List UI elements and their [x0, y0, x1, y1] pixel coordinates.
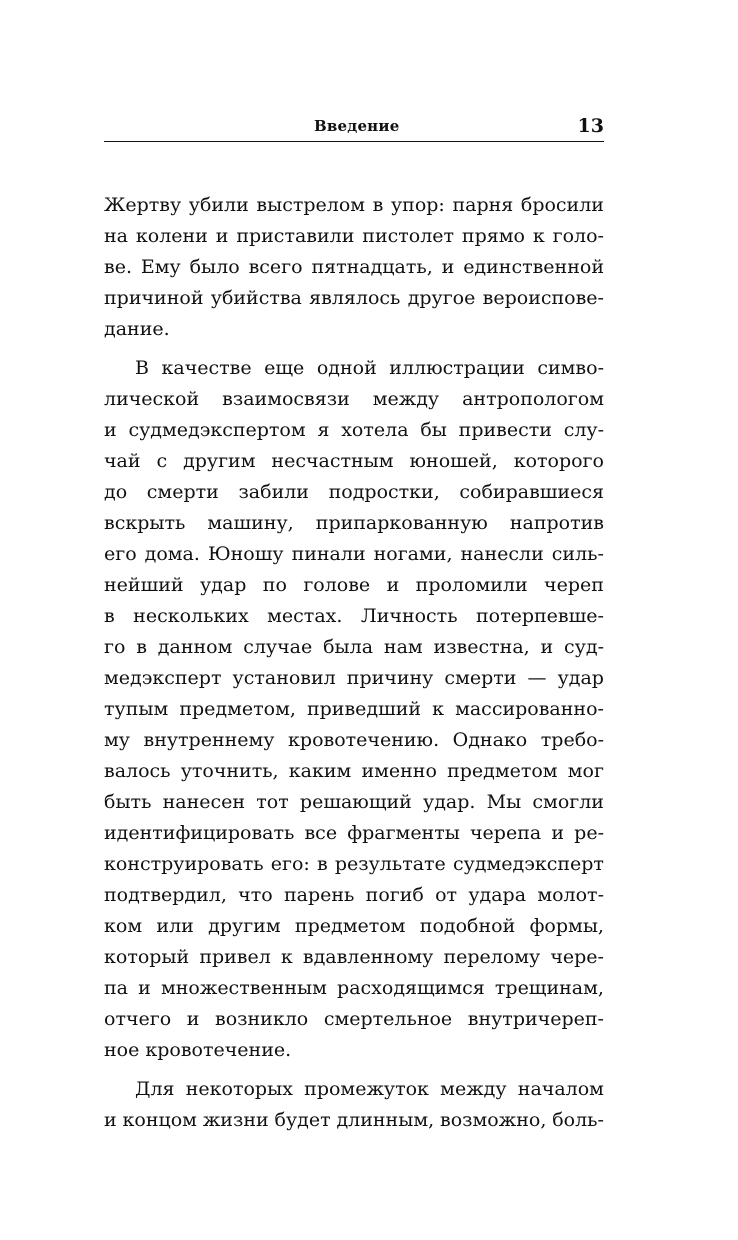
text-line: [104, 539, 604, 570]
word: фрагменты: [347, 822, 460, 844]
text-line: [104, 694, 604, 725]
word: и: [551, 822, 565, 844]
word: предметом: [294, 915, 406, 937]
text-line: [104, 190, 604, 221]
word: и: [186, 1008, 200, 1030]
word: местах.: [267, 605, 343, 627]
word: Мы: [486, 791, 522, 813]
word: судмедэксперт: [452, 853, 604, 875]
word: его: [104, 543, 137, 565]
text-line: [104, 477, 604, 508]
word: Для: [135, 1078, 175, 1100]
word: судмедэкспертом: [128, 419, 306, 441]
word: было: [189, 256, 240, 278]
word: дома.: [144, 543, 200, 565]
word: еще: [264, 357, 305, 379]
text-line: [104, 1004, 604, 1035]
word: случае: [243, 636, 313, 658]
word: Личность: [360, 605, 458, 627]
word: убили: [188, 194, 249, 216]
word: единственной: [463, 256, 604, 278]
word: потерпевше-: [476, 605, 604, 627]
word: удар: [199, 574, 247, 596]
word: прямо: [461, 225, 525, 247]
word: данном: [157, 636, 233, 658]
text-line: [104, 756, 604, 787]
word: несчастным: [271, 450, 394, 472]
word: идентифицировать: [104, 822, 295, 844]
paragraph-gap: [104, 1066, 604, 1074]
word: упор:: [390, 194, 445, 216]
word: суд-: [564, 636, 604, 658]
text-line: [104, 663, 604, 694]
word: смерти: [444, 667, 517, 689]
word: и: [441, 256, 455, 278]
word: пистолет: [362, 225, 455, 247]
word: к: [280, 946, 293, 968]
text-line: [104, 880, 604, 911]
word: и: [386, 574, 400, 596]
word: внутричереп-: [467, 1008, 604, 1030]
word: бросили: [520, 194, 604, 216]
word: возможно,: [440, 1109, 547, 1131]
word: к: [432, 698, 445, 720]
word: Жертву: [104, 194, 182, 216]
text-line: [104, 446, 604, 477]
word: медэксперт: [104, 667, 222, 689]
word: перелому: [443, 946, 541, 968]
word: лической: [104, 388, 200, 410]
word: нам: [383, 636, 423, 658]
word: на: [104, 225, 128, 247]
word: в: [136, 636, 147, 658]
page-number: 13: [577, 115, 604, 137]
word: была: [323, 636, 374, 658]
word: и: [138, 977, 151, 999]
word: именно: [361, 760, 437, 782]
word: подобной: [419, 915, 516, 937]
word: его:: [270, 853, 310, 875]
text-line: [104, 601, 604, 632]
word: пинали: [291, 543, 366, 565]
word: будет: [274, 1109, 331, 1131]
word: возникло: [215, 1008, 309, 1030]
word: Ему: [140, 256, 181, 278]
text-line: [104, 849, 604, 880]
word: множественным: [160, 977, 327, 999]
word: вскрыть: [104, 512, 186, 534]
word: слу-: [563, 419, 604, 441]
word: известна,: [433, 636, 530, 658]
word: бы: [420, 419, 447, 441]
word: нанесен: [162, 791, 246, 813]
word: иллюстрации: [389, 357, 525, 379]
word: парень: [283, 884, 355, 906]
word: валось: [104, 760, 171, 782]
word: внутреннему: [143, 729, 275, 751]
text-line: [104, 632, 604, 663]
word: взаимосвязи: [222, 388, 350, 410]
word: трещинам,: [494, 977, 604, 999]
word: пятнадцать,: [311, 256, 433, 278]
word: вдавленному: [302, 946, 434, 968]
running-head: [104, 112, 604, 142]
word: формы,: [529, 915, 604, 937]
word: колени: [135, 225, 208, 247]
word: выстрелом: [256, 194, 366, 216]
word: концом: [122, 1109, 197, 1131]
paragraph: [104, 353, 604, 1066]
section-title: Введение: [314, 117, 400, 135]
word: жизни: [202, 1109, 269, 1131]
word: началом: [517, 1078, 604, 1100]
word: нескольких: [133, 605, 249, 627]
word: решающий: [299, 791, 412, 813]
word: погиб: [365, 884, 424, 906]
word: смерти: [146, 481, 219, 503]
word: уточнить,: [180, 760, 279, 782]
word: и: [104, 419, 117, 441]
word: каким: [288, 760, 352, 782]
text-line: [104, 725, 604, 756]
word: припаркованную: [315, 512, 488, 534]
word: боль-: [552, 1109, 604, 1131]
word: убийства: [210, 287, 302, 309]
word: массированно-: [455, 698, 604, 720]
word: хотела: [341, 419, 409, 441]
paragraph-gap: [104, 345, 604, 353]
word: тупым: [104, 698, 169, 720]
word: между: [372, 388, 440, 410]
word: напротив: [509, 512, 604, 534]
word: ре-: [574, 822, 604, 844]
text-line: [104, 384, 604, 415]
word: нанесли: [460, 543, 544, 565]
word: установил: [232, 667, 336, 689]
word: требо-: [540, 729, 604, 751]
word: черепа: [470, 822, 542, 844]
word: в: [316, 853, 328, 875]
word: му: [104, 729, 130, 751]
word: с: [156, 450, 168, 472]
word: ногами,: [373, 543, 453, 565]
word: мог: [567, 760, 604, 782]
text-line: [104, 973, 604, 1004]
text-line: [104, 942, 604, 973]
word: по: [262, 574, 287, 596]
word: другое: [407, 287, 476, 309]
word: быть: [104, 791, 152, 813]
word: предметом,: [179, 698, 296, 720]
word: машину,: [207, 512, 294, 534]
text-line: [104, 252, 604, 283]
word: череп: [544, 574, 604, 596]
word: к: [532, 225, 545, 247]
word: парня: [452, 194, 514, 216]
word: силь-: [551, 543, 604, 565]
word: что: [238, 884, 273, 906]
word: кровотечению.: [288, 729, 440, 751]
text-line: [104, 787, 604, 818]
word: отчего: [104, 1008, 172, 1030]
word: причину: [346, 667, 434, 689]
text-line: [104, 1035, 604, 1066]
word: и: [215, 225, 229, 247]
word: другим: [208, 915, 281, 937]
word: одной: [316, 357, 377, 379]
word: удара: [468, 884, 527, 906]
word: юношей,: [409, 450, 498, 472]
word: конструировать: [104, 853, 264, 875]
text-line: [104, 508, 604, 539]
word: проломили: [415, 574, 528, 596]
text-line: [104, 1074, 604, 1105]
word: собиравшиеся: [459, 481, 604, 503]
paragraph: [104, 190, 604, 345]
text-line: [104, 1105, 604, 1136]
word: тот: [256, 791, 289, 813]
word: привел: [199, 946, 271, 968]
word: между: [440, 1078, 507, 1100]
word: В: [135, 357, 149, 379]
word: предметом: [447, 760, 558, 782]
text-line: [104, 911, 604, 942]
word: чере-: [550, 946, 604, 968]
paragraph: [104, 1074, 604, 1136]
text-line: [104, 353, 604, 384]
word: смогли: [532, 791, 604, 813]
word: дание.: [104, 318, 170, 340]
header-rule: [104, 141, 604, 142]
word: расходящимся: [337, 977, 485, 999]
word: являлось: [309, 287, 401, 309]
word: все: [304, 822, 338, 844]
text-line: [104, 570, 604, 601]
word: Однако: [452, 729, 528, 751]
word: и: [540, 636, 554, 658]
word: привести: [458, 419, 552, 441]
word: удар.: [423, 791, 476, 813]
word: —: [527, 667, 547, 689]
word: удар: [557, 667, 604, 689]
word: всего: [248, 256, 303, 278]
word: качестве: [161, 357, 252, 379]
word: до: [104, 481, 128, 503]
word: симво-: [537, 357, 604, 379]
word: приведший: [306, 698, 422, 720]
word: результате: [334, 853, 446, 875]
word: го: [104, 636, 126, 658]
word: голо-: [552, 225, 604, 247]
word: который: [104, 946, 190, 968]
word: в: [104, 605, 115, 627]
word: или: [156, 915, 194, 937]
word: нейший: [104, 574, 184, 596]
word: приставили: [236, 225, 355, 247]
word: па: [104, 977, 128, 999]
word: Юношу: [207, 543, 284, 565]
word: от: [435, 884, 458, 906]
word: антропологом: [462, 388, 604, 410]
word: вероисповe-: [482, 287, 604, 309]
word: кровотечение.: [145, 1039, 292, 1061]
word: голове: [303, 574, 371, 596]
text-line: [104, 221, 604, 252]
word: молот-: [537, 884, 604, 906]
word: в: [372, 194, 384, 216]
word: которого: [513, 450, 604, 472]
word: другим: [183, 450, 256, 472]
word: я: [317, 419, 330, 441]
text-line: [104, 415, 604, 446]
body-text: [104, 190, 604, 1136]
word: смертельное: [323, 1008, 453, 1030]
text-line: [104, 818, 604, 849]
word: причиной: [104, 287, 204, 309]
word: некоторых: [185, 1078, 293, 1100]
word: ное: [104, 1039, 140, 1061]
word: забили: [238, 481, 309, 503]
word: длинным,: [336, 1109, 435, 1131]
text-line: [104, 314, 604, 345]
text-line: [104, 283, 604, 314]
word: промежуток: [304, 1078, 429, 1100]
word: ве.: [104, 256, 132, 278]
word: и: [104, 1109, 117, 1131]
word: подростки,: [328, 481, 440, 503]
word: подтвердил,: [104, 884, 227, 906]
word: ком: [104, 915, 143, 937]
word: чай: [104, 450, 141, 472]
